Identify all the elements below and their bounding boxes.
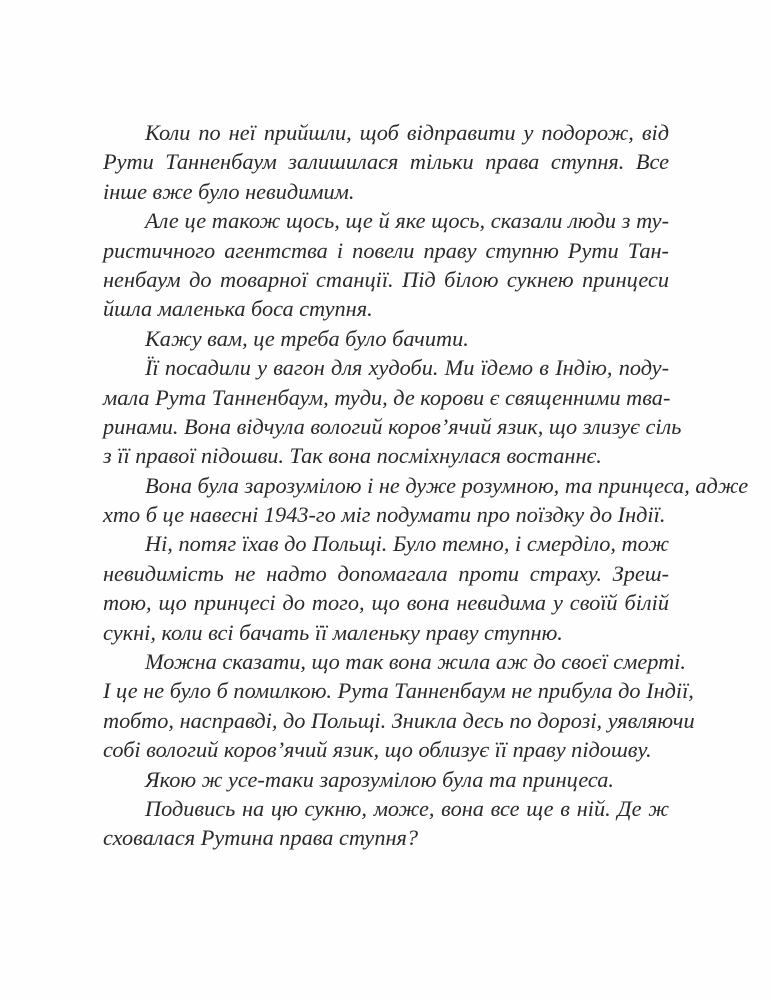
text-line: мала Рута Танненбаум, туди, де корови є священними тва- xyxy=(103,384,671,410)
text-line: Її посадили у вагон для худоби. Ми їдемо в Індію, поду- xyxy=(145,355,669,381)
text-line: невидимість не надто допомагала проти страху. Зреш- xyxy=(103,560,669,586)
paragraph xyxy=(103,794,669,853)
text-line: йшла маленька боса ступня. xyxy=(103,296,373,322)
text-line: з її правої підошви. Так вона посміхнулася востаннє. xyxy=(103,443,602,469)
text-line: тою, що принцесі до того, що вона невидима у своїй білій xyxy=(103,590,669,616)
text-line: сукні, коли всі бачать її маленьку праву ступню. xyxy=(103,619,563,645)
book-page xyxy=(103,118,749,853)
text-line: ненбаум до товарної станції. Під білою сукнею принцеси xyxy=(103,266,669,292)
paragraph xyxy=(103,471,749,530)
text-line: Коли по неї прийшли, щоб відправити у подорож, від xyxy=(145,120,669,145)
text-line: тобто, насправді, до Польщі. Зникла десь по дорозі, уявляючи xyxy=(103,707,695,733)
paragraph xyxy=(103,206,669,324)
text-line: ристичного агентства і повели праву ступню Рути Тан- xyxy=(103,237,669,263)
text-line: собі вологий коров’ячий язик, що облизує її праву підошву. xyxy=(103,737,652,763)
paragraph xyxy=(103,529,669,647)
paragraph xyxy=(103,765,669,794)
text-line: Подивись на цю сукню, може, вона все ще в ній. Де ж xyxy=(145,795,669,821)
text-line: сховалася Рутина права ступня? xyxy=(103,825,419,851)
text-line: Вона була зарозумілою і не дуже розумною, та принцеса, адже xyxy=(145,472,749,498)
text-line: хто б це навесні 1943-го міг подумати про поїздку до Індії. xyxy=(103,502,666,528)
text-line: Можна сказати, що так вона жила аж до своєї смерті. xyxy=(145,649,686,675)
text-line: Ні, потяг їхав до Польщі. Було темно, і смерділо, тож xyxy=(145,531,669,557)
text-line: Але це також щось, ще й яке щось, сказали люди з ту- xyxy=(145,208,669,234)
text-line: ринами. Вона відчула вологий коров’ячий язик, що злизує сіль xyxy=(103,413,682,439)
paragraph xyxy=(103,324,669,353)
paragraph xyxy=(103,353,682,471)
text-line: інше вже було невидимим. xyxy=(103,178,355,204)
paragraph xyxy=(103,647,695,765)
paragraph xyxy=(103,118,669,206)
text-line: І це не було б помилкою. Рута Танненбаум не прибула до Індії, xyxy=(103,678,694,704)
text-line: Рути Танненбаум залишилася тільки права ступня. Все xyxy=(103,149,669,175)
text-line: Кажу вам, це треба було бачити. xyxy=(145,325,469,351)
text-line: Якою ж усе-таки зарозумілою була та принцеса. xyxy=(145,766,614,792)
